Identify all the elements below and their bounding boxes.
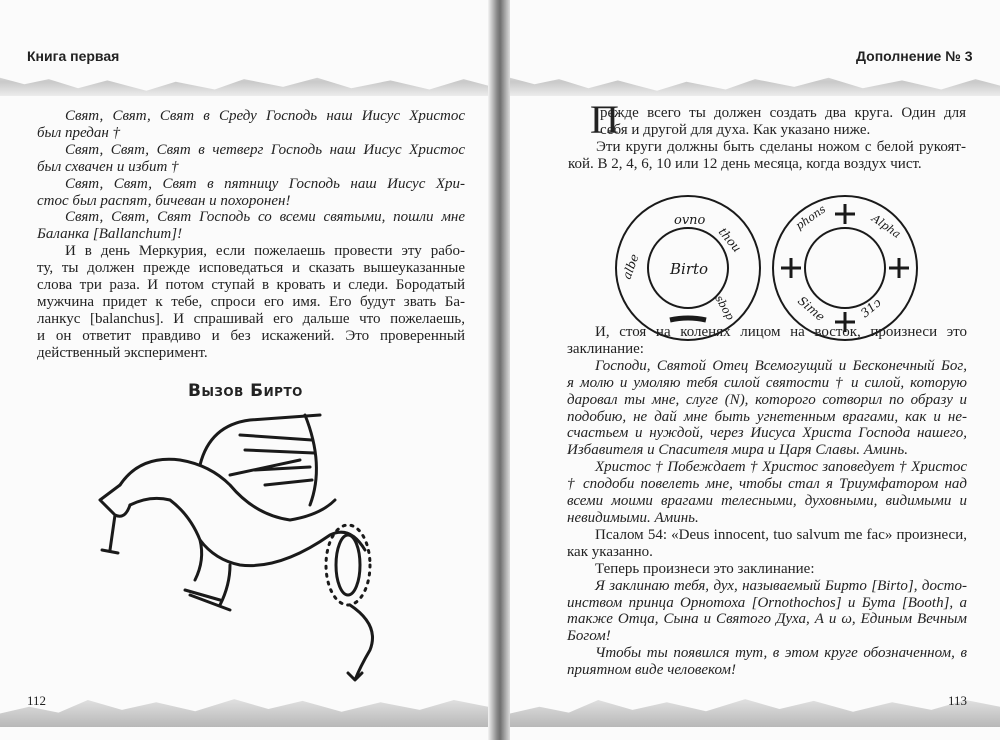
circle-center-name: Birto [670,260,709,278]
paragraph [37,108,465,142]
text-line: мужчина придет к тебе, спроси его имя. Его будут звать Ба- [37,293,465,310]
text-line: Свят, Свят, Свят Господь со всеми святыми, пошли мне [65,209,465,226]
text-line: Избавителя и Спасителя мира и Царя Славы. Аминь. [567,442,908,459]
text-line: Свят, Свят, Свят в четверг Господь наш Иисус Христос [65,141,465,158]
text-line: невидимыми. Аминь. [567,509,699,526]
text-line: как указанно. [567,543,653,560]
text-line: был предан † [37,124,121,141]
paragraph [37,142,465,176]
text-line: заклинание: [567,340,644,357]
page-number-left: 112 [27,693,47,708]
drop-cap: П [590,97,619,142]
circle-word: phons [793,202,829,233]
text-line: я молю и умоляю тебя силой святости † и силой, которую [567,374,967,391]
circle-spirit [773,196,917,340]
text-line: стос был распят, бичеван и похоронен! [37,192,291,209]
paragraph [37,176,465,210]
text-line: режде всего ты должен создать два круга. Один для [600,105,966,121]
paragraph [578,105,966,139]
right-intro-text [568,105,966,173]
paragraph [567,358,967,459]
text-line: был схвачен и избит † [37,158,179,175]
text-line: слова три раза. И потом ступай в кровать и следи. Бородатый [37,277,465,294]
right-body-text [567,324,967,679]
text-line: Христос † Побеждает † Христос заповедует † Христос [595,459,967,476]
text-line: Псалом 54: «Deus innocent, tuo salvum me fac» произнеси, [595,526,967,543]
paragraph [37,243,465,361]
left-body-text [37,108,465,362]
paragraph [567,459,967,527]
text-line: кой. В 2, 4, 6, 10 или 12 день месяца, когда воздух чист. [568,155,922,172]
text-line: Господи, Святой Отец Всемогущий и Бесконечный Бог, [595,357,967,374]
text-line: Теперь произнеси это заклинание: [595,560,815,577]
text-line: также Отца, Сына и Святого Духа, А и ω, Единым Вечным [567,611,967,628]
text-line: † сподоби повелеть мне, чтобы стал я Триумфатором над [567,476,967,493]
circle-word: ovno [674,213,706,228]
text-line: себя и другой для духа. Как указано ниже. [600,121,871,138]
text-line: действенный эксперимент. [37,344,208,361]
text-line: ту, ты должен прежде исповедаться и сказать вышеуказанные [37,260,465,277]
text-line: И, стоя на коленях лицом на восток, произнеси это [595,324,967,340]
text-line: И в день Меркурия, если пожелаешь провести эту рабо- [65,243,465,260]
text-line: даровал ты мне, слуге (N), которого сотворил по образу и [567,391,967,408]
circle-word: Sime [795,293,828,324]
text-line: Богом! [567,628,611,645]
text-line: инством принца Орнотоха [Ornothochos] и Бута [Booth], а [567,594,967,611]
paragraph [568,138,966,173]
text-line: подобию, не дай мне быть угнетенным врагами, как и не- [567,408,967,425]
paragraph [567,324,967,358]
text-line: счастьем и нуждой, через Иисуса Христа Господа нашего, [567,425,967,442]
circle-word: albe [619,252,642,282]
running-head-right: Дополнение № 3 [856,48,973,64]
page-number-right: 113 [948,693,968,708]
illustration-title: Вызов Бирто [188,381,303,401]
paragraph [37,209,465,243]
text-line: всеми моими врагами телесными, духовными, видимыми и [567,493,967,510]
text-line: Эти круги должны быть сделаны ножом с белой рукоят- [596,138,966,155]
dragon-illustration [80,405,430,690]
running-head-left: Книга первая [27,48,120,64]
circle-self [616,196,760,340]
text-line: ланкус [balanchus]. И спрашивай его дальше что пожелаешь, [37,310,465,327]
text-line: и он ответит правдиво и без искажений. Это проверенный [37,327,465,344]
text-line: Чтобы ты появился тут, в этом круге обозначенном, в [595,645,967,662]
circle-word: thou [715,224,745,256]
paragraph [567,578,967,646]
book-gutter [488,0,510,740]
text-line: Свят, Свят, Свят в пятницу Господь наш Иисус Хри- [65,175,465,192]
text-line: Я заклинаю тебя, дух, называемый Бирто [Birto], досто- [595,577,967,594]
text-line: приятном виде человеком! [567,662,736,679]
paragraph [567,527,967,561]
paragraph [567,645,967,679]
circle-word: sbop [712,293,737,323]
paragraph [567,561,967,578]
text-line: Баланка [Ballanchum]! [37,226,183,243]
text-line: Свят, Свят, Свят в Среду Господь наш Иисус Христос [65,108,465,124]
circle-word: 31ɔ [857,295,884,321]
circle-word: Alpha [869,211,904,241]
